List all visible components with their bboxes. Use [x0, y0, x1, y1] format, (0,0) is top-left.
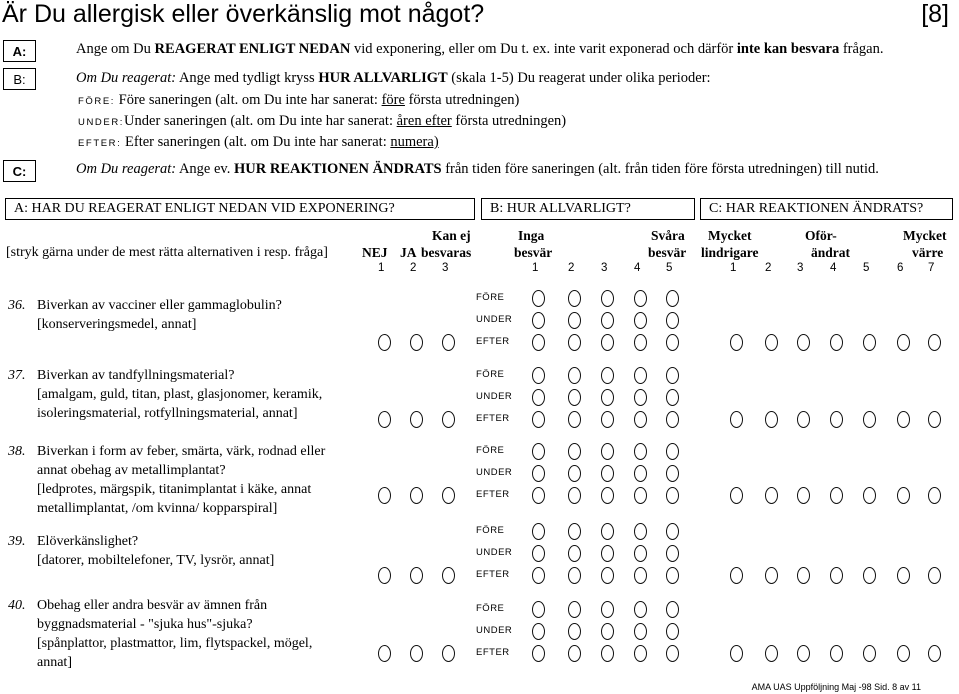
- severity-radio[interactable]: [601, 443, 614, 460]
- severity-radio[interactable]: [568, 411, 581, 428]
- severity-radio[interactable]: [634, 334, 647, 351]
- strike-note: [stryk gärna under de mest rätta alternativen i resp. fråga]: [6, 245, 328, 260]
- period-label: EFTER: [476, 336, 510, 347]
- severity-radio[interactable]: [568, 465, 581, 482]
- change-radio[interactable]: [863, 411, 876, 428]
- question-line: Biverkan av vacciner eller gammaglobulin?: [37, 298, 282, 313]
- severity-radio[interactable]: [568, 645, 581, 662]
- col-svara-1: Svåra: [651, 228, 685, 243]
- period-label: EFTER: [476, 413, 510, 424]
- severity-radio[interactable]: [634, 567, 647, 584]
- severity-radio[interactable]: [601, 645, 614, 662]
- severity-radio[interactable]: [568, 443, 581, 460]
- exposure-radio[interactable]: [442, 411, 455, 428]
- change-radio[interactable]: [863, 334, 876, 351]
- col-mycket-varre-2: värre: [912, 245, 944, 260]
- question-line: annat obehag av metallimplantat?: [37, 463, 226, 478]
- severity-radio[interactable]: [568, 601, 581, 618]
- change-radio[interactable]: [928, 567, 941, 584]
- period-label: FÖRE: [476, 292, 505, 303]
- col-inga-1: Inga: [518, 228, 545, 243]
- column-number: 5: [666, 262, 673, 274]
- severity-radio[interactable]: [532, 601, 545, 618]
- severity-radio[interactable]: [601, 567, 614, 584]
- severity-radio[interactable]: [532, 312, 545, 329]
- exposure-radio[interactable]: [378, 487, 391, 504]
- severity-radio[interactable]: [634, 389, 647, 406]
- column-number: 4: [634, 262, 641, 274]
- severity-radio[interactable]: [532, 389, 545, 406]
- severity-radio[interactable]: [634, 545, 647, 562]
- period-under-line: UNDER:Under saneringen (alt. om Du inte har sanerat: åren efter första utredningen): [78, 113, 567, 129]
- exposure-radio[interactable]: [442, 645, 455, 662]
- severity-radio[interactable]: [666, 411, 679, 428]
- change-radio[interactable]: [765, 567, 778, 584]
- col-kanej-2: besvaras: [421, 245, 472, 260]
- change-radio[interactable]: [797, 645, 810, 662]
- severity-radio[interactable]: [601, 389, 614, 406]
- severity-radio[interactable]: [532, 465, 545, 482]
- col-kanej-1: Kan ej: [432, 228, 471, 243]
- change-radio[interactable]: [897, 334, 910, 351]
- severity-radio[interactable]: [532, 623, 545, 640]
- instruction-b-text: Om Du reagerat: Ange med tydligt kryss HUR ALLVARLIGT (skala 1-5) Du reagerat under olika perioder:: [76, 70, 711, 86]
- section-number: [8]: [921, 0, 949, 28]
- severity-radio[interactable]: [532, 487, 545, 504]
- severity-radio[interactable]: [634, 645, 647, 662]
- change-radio[interactable]: [897, 411, 910, 428]
- change-radio[interactable]: [797, 567, 810, 584]
- severity-radio[interactable]: [666, 367, 679, 384]
- change-radio[interactable]: [863, 487, 876, 504]
- exposure-radio[interactable]: [378, 411, 391, 428]
- change-radio[interactable]: [928, 487, 941, 504]
- change-radio[interactable]: [897, 567, 910, 584]
- change-radio[interactable]: [797, 487, 810, 504]
- column-number: 2: [410, 262, 417, 274]
- severity-radio[interactable]: [666, 465, 679, 482]
- column-number: 2: [765, 262, 772, 274]
- severity-radio[interactable]: [634, 367, 647, 384]
- exposure-radio[interactable]: [442, 567, 455, 584]
- change-radio[interactable]: [797, 334, 810, 351]
- change-radio[interactable]: [928, 645, 941, 662]
- change-radio[interactable]: [928, 411, 941, 428]
- col-nej: NEJ: [362, 245, 388, 260]
- question-line: [datorer, mobiltelefoner, TV, lysrör, annat]: [37, 553, 275, 568]
- severity-radio[interactable]: [666, 567, 679, 584]
- exposure-radio[interactable]: [378, 334, 391, 351]
- severity-radio[interactable]: [601, 487, 614, 504]
- severity-radio[interactable]: [634, 465, 647, 482]
- period-label: FÖRE: [476, 603, 505, 614]
- severity-radio[interactable]: [666, 487, 679, 504]
- question-number: 40.: [8, 598, 26, 613]
- severity-radio[interactable]: [666, 443, 679, 460]
- severity-radio[interactable]: [666, 645, 679, 662]
- change-radio[interactable]: [797, 411, 810, 428]
- severity-radio[interactable]: [666, 312, 679, 329]
- change-radio[interactable]: [730, 411, 743, 428]
- change-radio[interactable]: [765, 487, 778, 504]
- severity-radio[interactable]: [568, 487, 581, 504]
- col-mycket-lindrigare-1: Mycket: [708, 228, 752, 243]
- instruction-c-key: C:: [3, 160, 36, 182]
- change-radio[interactable]: [830, 411, 843, 428]
- question-line: isoleringsmaterial, rotfyllningsmaterial, annat]: [37, 406, 298, 421]
- severity-radio[interactable]: [634, 623, 647, 640]
- period-fore-line: FÖRE: Före saneringen (alt. om Du inte har sanerat: före första utredningen): [78, 92, 520, 108]
- change-radio[interactable]: [765, 645, 778, 662]
- change-radio[interactable]: [765, 334, 778, 351]
- change-radio[interactable]: [730, 334, 743, 351]
- severity-radio[interactable]: [568, 545, 581, 562]
- column-number: 7: [928, 262, 935, 274]
- period-label: FÖRE: [476, 445, 505, 456]
- severity-radio[interactable]: [601, 545, 614, 562]
- severity-radio[interactable]: [568, 567, 581, 584]
- severity-radio[interactable]: [601, 465, 614, 482]
- period-label: UNDER: [476, 467, 513, 478]
- severity-radio[interactable]: [601, 523, 614, 540]
- footer: AMA UAS Uppföljning Maj -98 Sid. 8 av 11: [751, 682, 921, 692]
- period-label: UNDER: [476, 547, 513, 558]
- severity-radio[interactable]: [634, 487, 647, 504]
- column-number: 1: [378, 262, 385, 274]
- severity-radio[interactable]: [532, 443, 545, 460]
- change-radio[interactable]: [928, 334, 941, 351]
- change-radio[interactable]: [730, 487, 743, 504]
- instruction-c-text: Om Du reagerat: Ange ev. HUR REAKTIONEN ÄNDRATS från tiden före saneringen (alt. från tiden före första utredningen) till nutid.: [76, 161, 879, 177]
- change-radio[interactable]: [830, 334, 843, 351]
- period-label: FÖRE: [476, 369, 505, 380]
- severity-radio[interactable]: [601, 411, 614, 428]
- severity-radio[interactable]: [532, 290, 545, 307]
- question-number: 37.: [8, 368, 26, 383]
- exposure-radio[interactable]: [442, 487, 455, 504]
- column-number: 6: [897, 262, 904, 274]
- period-label: FÖRE: [476, 525, 505, 536]
- period-label: EFTER: [476, 489, 510, 500]
- severity-radio[interactable]: [666, 334, 679, 351]
- severity-radio[interactable]: [634, 443, 647, 460]
- instruction-b-key: B:: [3, 68, 36, 90]
- severity-radio[interactable]: [634, 601, 647, 618]
- column-number: 5: [863, 262, 870, 274]
- change-radio[interactable]: [863, 567, 876, 584]
- col-mycket-varre-1: Mycket: [903, 228, 947, 243]
- question-line: [amalgam, guld, titan, plast, glasjonomer, keramik,: [37, 387, 323, 402]
- severity-radio[interactable]: [568, 334, 581, 351]
- question-line: [ledprotes, märgspik, titanimplantat i käke, annat: [37, 482, 312, 497]
- column-number: 1: [532, 262, 539, 274]
- severity-radio[interactable]: [666, 601, 679, 618]
- change-radio[interactable]: [730, 567, 743, 584]
- severity-radio[interactable]: [634, 290, 647, 307]
- period-label: EFTER: [476, 647, 510, 658]
- severity-radio[interactable]: [601, 623, 614, 640]
- severity-radio[interactable]: [568, 312, 581, 329]
- question-number: 39.: [8, 534, 26, 549]
- exposure-radio[interactable]: [410, 645, 423, 662]
- page-title: Är Du allergisk eller överkänslig mot något?: [2, 0, 485, 28]
- question-line: [spånplattor, plastmattor, lim, flytspackel, mögel,: [37, 636, 313, 651]
- change-radio[interactable]: [730, 645, 743, 662]
- change-radio[interactable]: [863, 645, 876, 662]
- col-oforandrat-2: ändrat: [811, 245, 851, 260]
- severity-radio[interactable]: [666, 290, 679, 307]
- col-mycket-lindrigare-2: lindrigare: [701, 245, 759, 260]
- severity-radio[interactable]: [568, 367, 581, 384]
- column-number: 1: [730, 262, 737, 274]
- severity-radio[interactable]: [568, 523, 581, 540]
- severity-radio[interactable]: [532, 411, 545, 428]
- exposure-radio[interactable]: [442, 334, 455, 351]
- severity-radio[interactable]: [601, 601, 614, 618]
- severity-radio[interactable]: [666, 623, 679, 640]
- question-line: byggnadsmaterial - "sjuka hus"-sjuka?: [37, 617, 253, 632]
- severity-radio[interactable]: [568, 290, 581, 307]
- exposure-radio[interactable]: [410, 334, 423, 351]
- severity-radio[interactable]: [666, 389, 679, 406]
- period-label: UNDER: [476, 391, 513, 402]
- severity-radio[interactable]: [532, 545, 545, 562]
- severity-radio[interactable]: [532, 334, 545, 351]
- question-line: Elöverkänslighet?: [37, 534, 139, 549]
- severity-radio[interactable]: [601, 367, 614, 384]
- question-number: 38.: [8, 444, 26, 459]
- col-svara-2: besvär: [648, 245, 687, 260]
- severity-radio[interactable]: [601, 290, 614, 307]
- severity-radio[interactable]: [666, 523, 679, 540]
- exposure-radio[interactable]: [378, 645, 391, 662]
- change-radio[interactable]: [830, 645, 843, 662]
- header-b: B: HUR ALLVARLIGT?: [481, 198, 695, 220]
- question-line: Biverkan i form av feber, smärta, värk, rodnad eller: [37, 444, 326, 459]
- severity-radio[interactable]: [532, 645, 545, 662]
- change-radio[interactable]: [830, 567, 843, 584]
- period-label: UNDER: [476, 625, 513, 636]
- period-label: UNDER: [476, 314, 513, 325]
- column-number: 4: [830, 262, 837, 274]
- col-inga-2: besvär: [514, 245, 553, 260]
- question-line: metallimplantat, /om kvinna/ kopparspiral]: [37, 501, 278, 516]
- question-line: [konserveringsmedel, annat]: [37, 317, 197, 332]
- header-c: C: HAR REAKTIONEN ÄNDRATS?: [700, 198, 953, 220]
- exposure-radio[interactable]: [410, 411, 423, 428]
- column-number: 3: [797, 262, 804, 274]
- severity-radio[interactable]: [532, 523, 545, 540]
- change-radio[interactable]: [765, 411, 778, 428]
- period-efter-line: EFTER: Efter saneringen (alt. om Du inte har sanerat: numera): [78, 134, 439, 150]
- period-label: EFTER: [476, 569, 510, 580]
- col-oforandrat-1: Oför-: [805, 228, 837, 243]
- change-radio[interactable]: [830, 487, 843, 504]
- severity-radio[interactable]: [634, 411, 647, 428]
- severity-radio[interactable]: [532, 367, 545, 384]
- severity-radio[interactable]: [601, 312, 614, 329]
- header-a: A: HAR DU REAGERAT ENLIGT NEDAN VID EXPONERING?: [5, 198, 475, 220]
- exposure-radio[interactable]: [410, 567, 423, 584]
- severity-radio[interactable]: [568, 623, 581, 640]
- severity-radio[interactable]: [568, 389, 581, 406]
- change-radio[interactable]: [897, 487, 910, 504]
- exposure-radio[interactable]: [410, 487, 423, 504]
- col-ja: JA: [400, 245, 417, 260]
- instruction-a-text: Ange om Du REAGERAT ENLIGT NEDAN vid exponering, eller om Du t. ex. inte varit exponerad och därför inte kan besvara frågan.: [76, 41, 884, 57]
- exposure-radio[interactable]: [378, 567, 391, 584]
- instruction-a-key: A:: [3, 40, 36, 62]
- severity-radio[interactable]: [532, 567, 545, 584]
- column-number: 2: [568, 262, 575, 274]
- severity-radio[interactable]: [666, 545, 679, 562]
- severity-radio[interactable]: [601, 334, 614, 351]
- severity-radio[interactable]: [634, 312, 647, 329]
- change-radio[interactable]: [897, 645, 910, 662]
- severity-radio[interactable]: [634, 523, 647, 540]
- column-number: 3: [601, 262, 608, 274]
- question-line: Biverkan av tandfyllningsmaterial?: [37, 368, 235, 383]
- question-line: annat]: [37, 655, 72, 670]
- question-number: 36.: [8, 298, 26, 313]
- column-number: 3: [442, 262, 449, 274]
- question-line: Obehag eller andra besvär av ämnen från: [37, 598, 268, 613]
